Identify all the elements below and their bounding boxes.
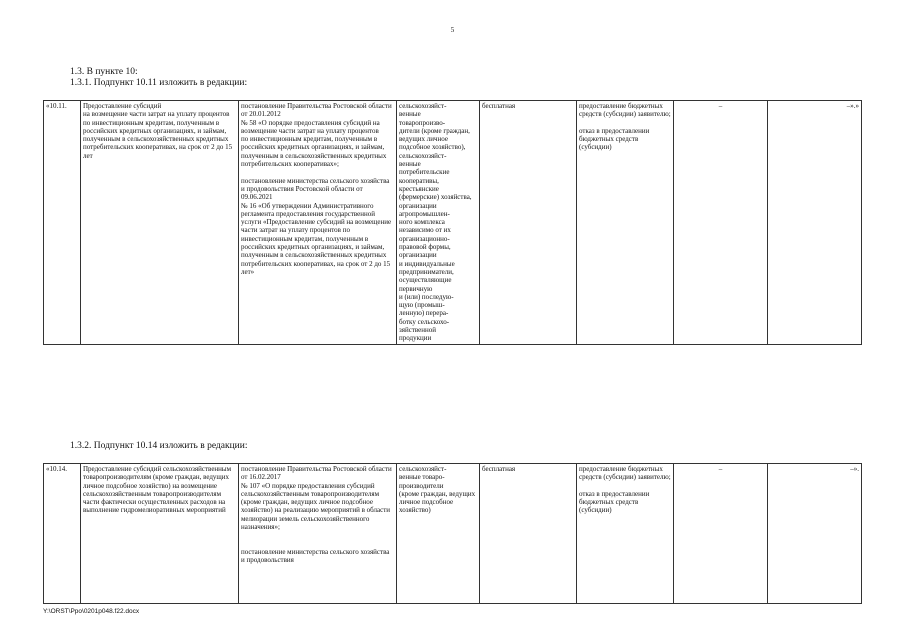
section-title: 1.3. В пункте 10: (70, 67, 138, 77)
table-row (44, 101, 862, 345)
fee: бесплатная (480, 101, 577, 345)
service-result: предоставление бюджетных средств (субсидии) заявителю; отказ в предоставлении бюджетных средств (субсидии) (577, 101, 674, 345)
recipients: сельскохозяйст- венные товаропроизво- дители (кроме граждан, ведущих личное подсобное хозяйство), сельскохозяйст- венные потребительские кооперативы, крестьянские (фермерские) хозяйства, организации агропромышлен- ного комплекса независимо от их организационно-правовой формы, организации и индивидуальные предприниматели, осуществляющие первичную и (или) последую- щую (промыш- ленную) перера- ботку сельскохо- зяйственной продукции (397, 101, 480, 345)
service-name: Предоставление субсидий сельскохозяйственным товаропроизводителям (кроме граждан, ведущих личное подсобное хозяйство) на возмещение сельскохозяйственным товаропроизводителям части фактически осуществленных расходов на выполнение гидромелиоративных мероприятий (81, 464, 239, 604)
file-path-footer: Y:\ORST\Ppo\0201p048.f22.docx (43, 608, 140, 615)
row-number: «10.14. (44, 464, 81, 604)
service-name: Предоставление субсидий на возмещение части затрат на уплату процентов по инвестиционным кредитам, полученным в российских кредитных организациях, и займам, полученным в сельскохозяйственных кредитных потребительских кооперативах, на срок от 2 до 15 лет (81, 101, 239, 345)
legal-basis: постановление Правительства Ростовской области от 20.01.2012 № 58 «О порядке предоставления субсидий на возмещение части затрат на уплату процентов по инвестиционным кредитам, полученным в российских кредитных организациях, и займам, полученным в сельскохозяйственных кредитных потребительских кооперативах»; постановление министерства сельского хозяйства и продовольствия Ростовской области от 09.06.2021 № 16 «Об утверждении Административного регламента предоставления государственной услуги «Предоставление субсидий на возмещение части затрат на уплату процентов по инвестиционным кредитам, полученным в российских кредитных организациях, и займам, полученным в сельскохозяйственных кредитных потребительских кооперативах, на срок от 2 до 15 лет» (239, 101, 397, 345)
subsection-10-11-title: 1.3.1. Подпункт 10.11 изложить в редакции: (70, 78, 248, 88)
closing-cell: –». (768, 464, 862, 604)
fee: бесплатная (480, 464, 577, 604)
closing-cell: –».» (768, 101, 862, 345)
dash-cell: – (674, 101, 768, 345)
table-10-14 (43, 463, 862, 604)
table-10-11 (43, 100, 862, 345)
page-number: 5 (450, 26, 455, 34)
table-row (44, 464, 862, 604)
dash-cell: – (674, 464, 768, 604)
subsection-10-14-title: 1.3.2. Подпункт 10.14 изложить в редакции: (70, 441, 248, 451)
service-result: предоставление бюджетных средств (субсидии) заявителю; отказ в предоставлении бюджетных средств (субсидии) (577, 464, 674, 604)
legal-basis: постановление Правительства Ростовской области от 16.02.2017 № 107 «О порядке предоставления субсидий сельскохозяйственным товаропроизводителям (кроме граждан, ведущих личное подсобное хозяйство) на реализацию мероприятий в области мелиорации земель сельскохозяйственного назначения»; постановление министерства сельского хозяйства и продовольствия (239, 464, 397, 604)
row-number: «10.11. (44, 101, 81, 345)
recipients: сельскохозяйст- венные товаро- производители (кроме граждан, ведущих личное подсобное хозяйство) (397, 464, 480, 604)
